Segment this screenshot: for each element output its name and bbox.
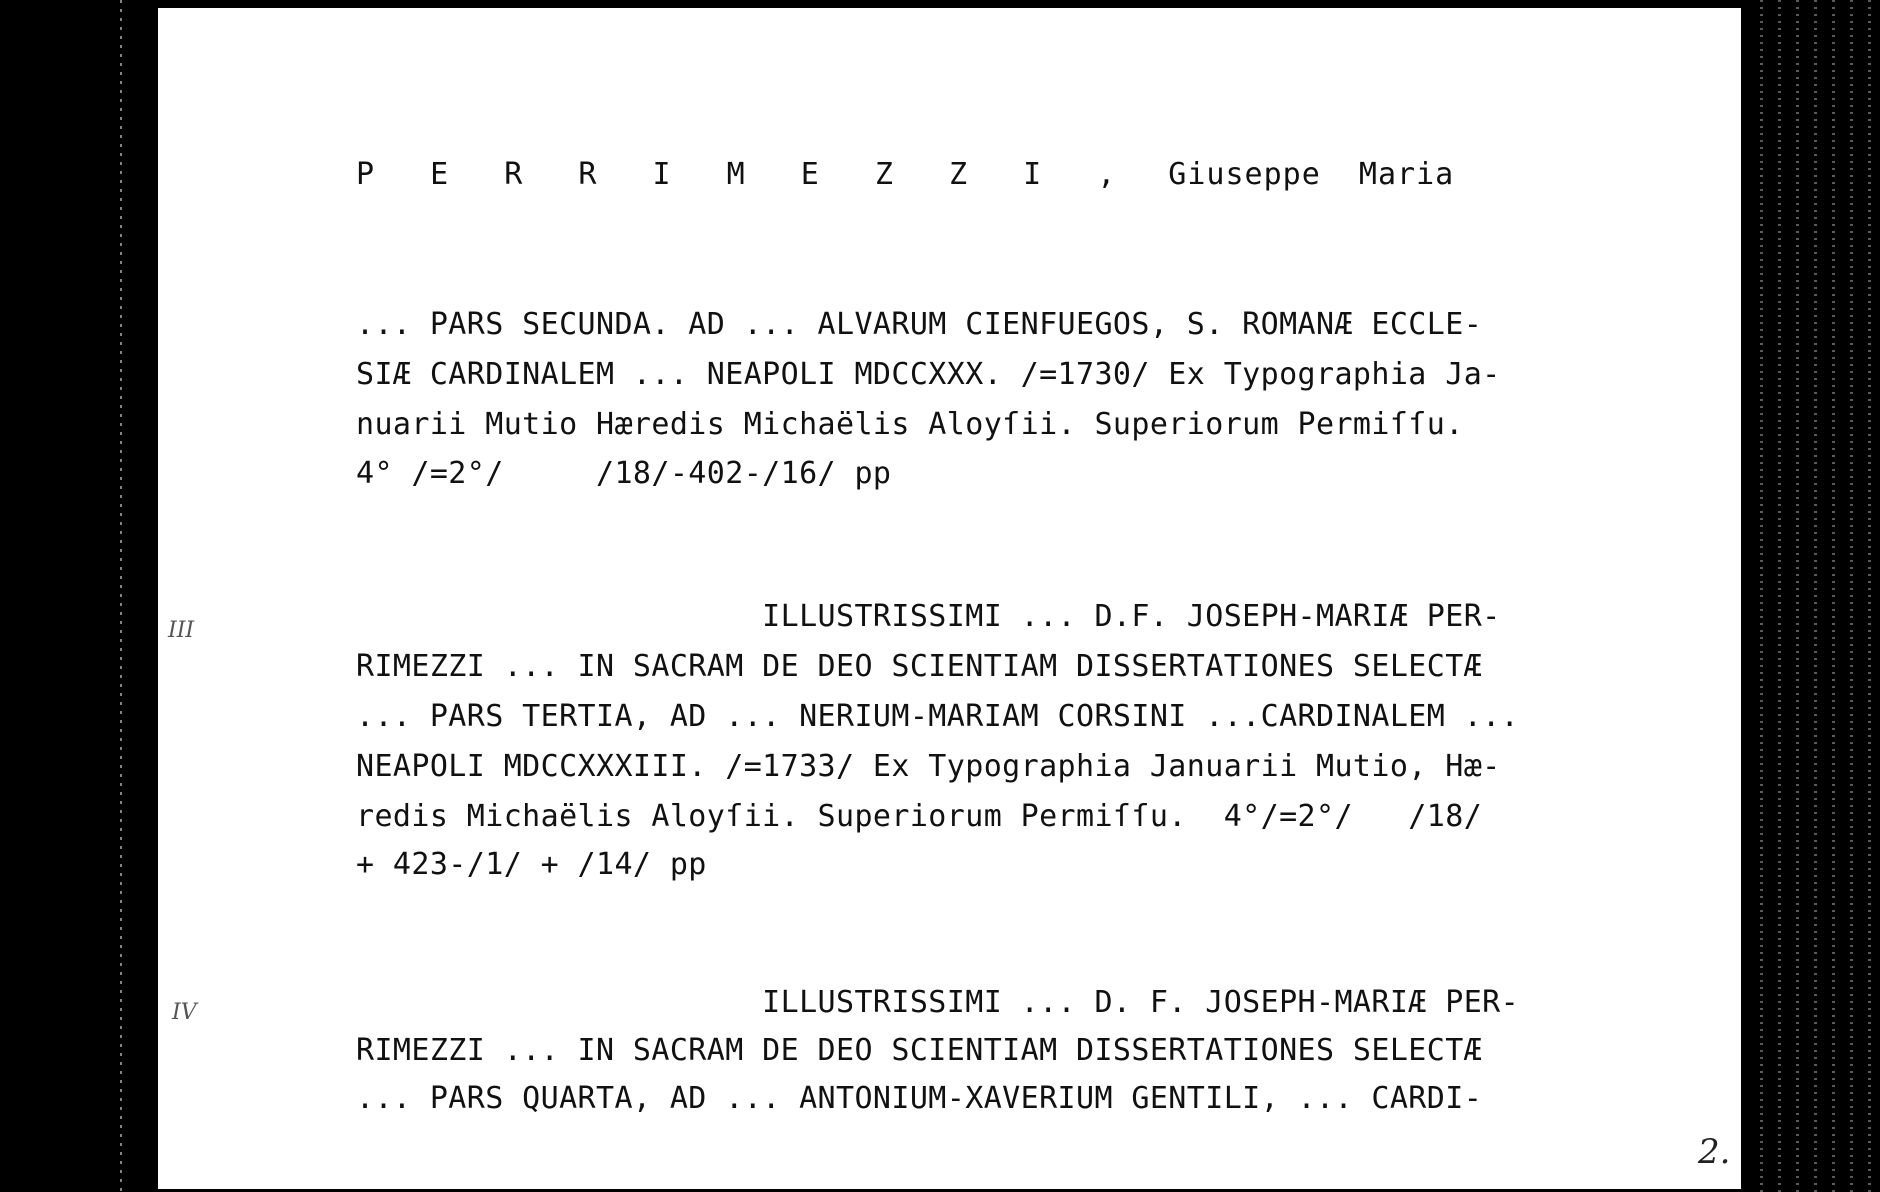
heading-given-names: Giuseppe Maria [1168, 157, 1455, 192]
entry-2-line-4: NEAPOLI MDCCXXXIII. /=1733/ Ex Typographia Januarii Mutio, Hæ- [356, 749, 1501, 784]
entry-3-line-1: ILLUSTRISSIMI ... D. F. JOSEPH-MARIÆ PER- [356, 985, 1520, 1020]
entry-2-line-6: + 423-/1/ + /14/ pp [356, 847, 707, 882]
heading-surname: P E R R I M E Z Z I , [356, 157, 1135, 192]
entry-3-line-3: ... PARS QUARTA, AD ... ANTONIUM-XAVERIUM GENTILI, ... CARDI- [356, 1081, 1483, 1116]
margin-note-iv: IV [172, 1000, 197, 1025]
card-heading [356, 158, 1454, 192]
entry-2-line-3: ... PARS TERTIA, AD ... NERIUM-MARIAM CORSINI ...CARDINALEM ... [356, 699, 1520, 734]
margin-note-iii: III [168, 618, 195, 643]
entry-1-line-1: ... PARS SECUNDA. AD ... ALVARUM CIENFUEGOS, S. ROMANÆ ECCLE- [356, 307, 1483, 342]
entry-1-line-3: nuarii Mutio Hæredis Michaëlis Aloyſii. Superiorum Permiſſu. [356, 407, 1464, 442]
entry-1-line-4: 4° /=2°/ /18/-402-/16/ pp [356, 456, 892, 491]
film-edge-right [1760, 0, 1880, 1192]
entry-2-line-2: RIMEZZI ... IN SACRAM DE DEO SCIENTIAM DISSERTATIONES SELECTÆ [356, 649, 1483, 684]
page-number: 2. [1698, 1132, 1731, 1172]
entry-2-line-5: redis Michaëlis Aloyſii. Superiorum Permiſſu. 4°/=2°/ /18/ [356, 799, 1483, 834]
catalog-card [158, 8, 1741, 1189]
entry-2-line-1: ILLUSTRISSIMI ... D.F. JOSEPH-MARIÆ PER- [356, 599, 1501, 634]
film-edge-left [120, 0, 122, 1192]
entry-1-line-2: SIÆ CARDINALEM ... NEAPOLI MDCCXXX. /=1730/ Ex Typographia Ja- [356, 357, 1501, 392]
entry-3-line-2: RIMEZZI ... IN SACRAM DE DEO SCIENTIAM DISSERTATIONES SELECTÆ [356, 1033, 1483, 1068]
